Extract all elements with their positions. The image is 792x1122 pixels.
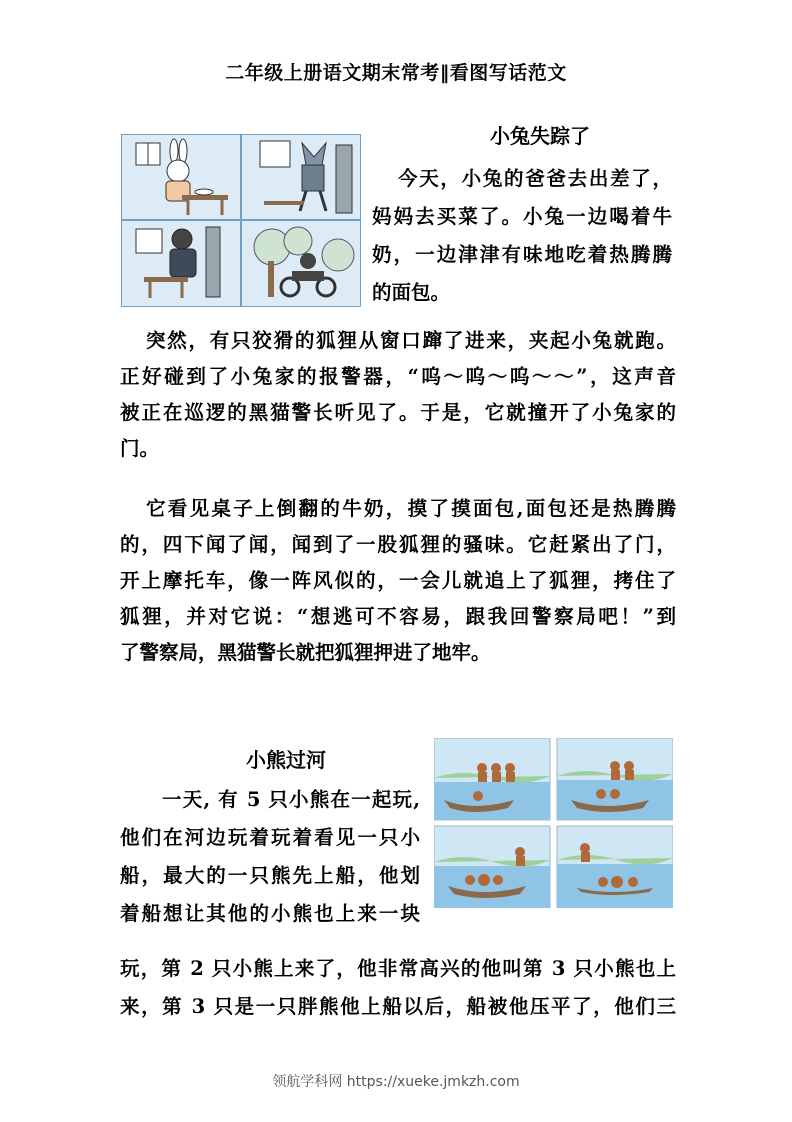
text-line: 妈妈去买菜了。小兔一边喝着牛 (372, 205, 672, 228)
page-title: 二年级上册语文期末常考‖看图写话范文 (225, 62, 567, 84)
text-line: 突然，有只狡猾的狐狸从窗口蹿了进来，夹起小兔就跑。 (146, 329, 676, 352)
story1-illustration (121, 134, 361, 307)
story2-paragraph-continued (120, 950, 676, 1026)
story1-paragraph-2 (120, 323, 676, 467)
story2-intro-paragraph (120, 781, 420, 933)
text-line: 船，最大的一只熊先上船，他划 (120, 864, 420, 887)
text-line: 玩，第 2 只小熊上来了，他非常高兴的他叫第 3 只小熊也上 (120, 957, 676, 980)
text-line: 的面包。 (372, 281, 451, 304)
text-line: 一天, 有 5 只小熊在一起玩, (162, 788, 420, 811)
text-line: 来，第 3 只是一只胖熊他上船以后，船被他压平了，他们三 (120, 995, 676, 1018)
story1-intro-paragraph (372, 160, 672, 312)
text-line: 门。 (120, 437, 160, 460)
text-line: 正好碰到了小兔家的报警器，“呜～呜～呜～～”，这声音 (120, 365, 676, 388)
text-line: 的，四下闻了闻，闻到了一股狐狸的骚味。它赶紧出了门， (120, 533, 676, 556)
text-line: 它看见桌子上倒翻的牛奶，摸了摸面包,面包还是热腾腾 (146, 497, 676, 520)
story1-title: 小兔失踪了 (490, 124, 590, 148)
text-line: 狐狸，并对它说：“想逃可不容易，跟我回警察局吧！”到 (120, 605, 676, 628)
text-line: 他们在河边玩着玩着看见一只小 (120, 826, 420, 849)
text-line: 被正在巡逻的黑猫警长听见了。于是，它就撞开了小兔家的 (120, 401, 676, 424)
bear-boat-comic-image (434, 738, 673, 908)
text-line: 了警察局，黑猫警长就把狐狸押进了地牢。 (120, 641, 491, 664)
story2-title: 小熊过河 (246, 748, 326, 772)
text-line: 着船想让其他的小熊也上来一块 (120, 902, 420, 925)
story2-illustration (434, 738, 673, 908)
text-line: 今天，小兔的爸爸去出差了， (398, 167, 672, 190)
text-line: 奶，一边津津有味地吃着热腾腾 (372, 243, 672, 266)
rabbit-comic-image (122, 135, 360, 306)
footer-source: 领航学科网 https://xueke.jmkzh.com (272, 1074, 520, 1090)
text-line: 开上摩托车，像一阵风似的，一会儿就追上了狐狸，拷住了 (120, 569, 676, 592)
story1-paragraph-3 (120, 491, 676, 671)
